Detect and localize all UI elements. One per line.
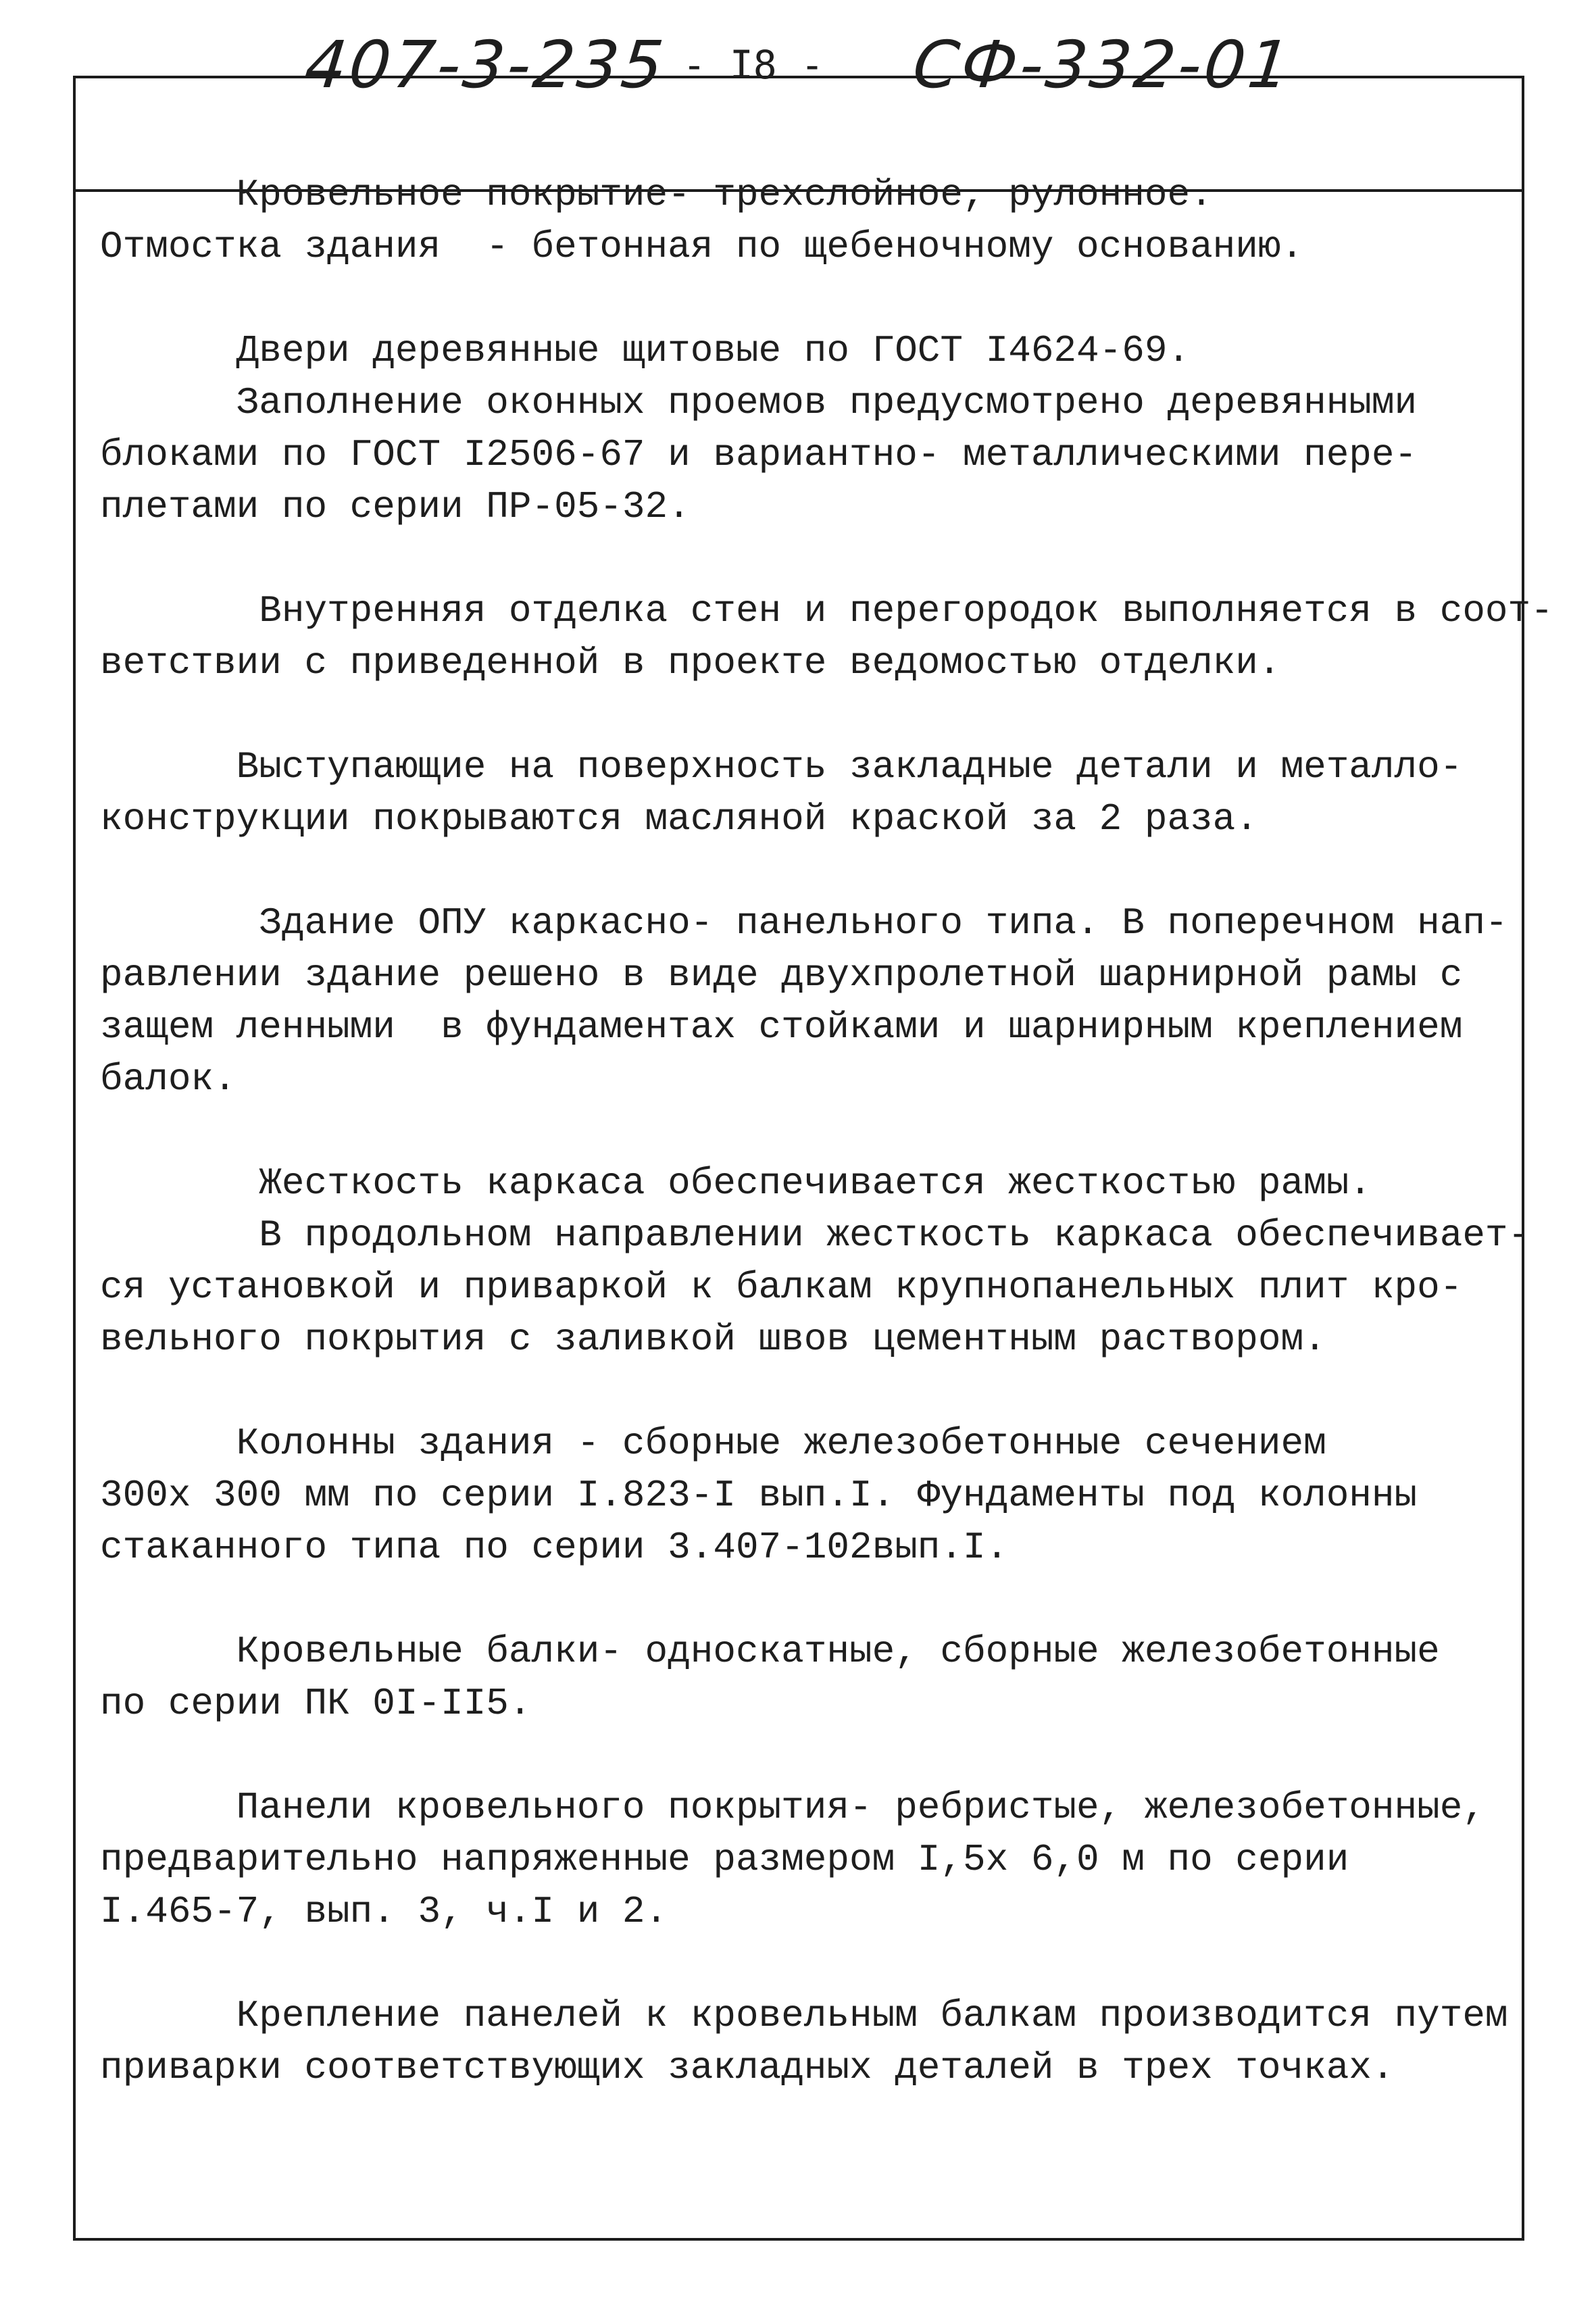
text-line: Кровельное покрытие- трехслойное, рулонное.	[100, 173, 1213, 216]
text-line: стаканного типа по серии 3.407-102вып.I.	[100, 1526, 1009, 1569]
text-line: блоками по ГОСТ I2506-67 и вариантно- металлическими пере-	[100, 433, 1418, 476]
document-code: 407-3-235	[301, 27, 670, 103]
text-line: Панели кровельного покрытия- ребристые, железобетонные,	[100, 1786, 1485, 1829]
paragraph-gap	[100, 533, 1445, 585]
text-line: Здание ОПУ каркасно- панельного типа. В поперечном нап-	[100, 901, 1508, 945]
text-line: по серии ПК 0I-II5.	[100, 1682, 532, 1725]
text-line: 300х 300 мм по серии I.823-I вып.I. Фундаменты под колонны	[100, 1474, 1418, 1517]
paragraph-gap	[100, 1366, 1445, 1418]
text-line: Кровельные балки- односкатные, сборные железобетонные	[100, 1630, 1440, 1673]
text-line: Внутренняя отделка стен и перегородок выполняется в соот-	[100, 589, 1553, 632]
text-line: защем ленными в фундаментах стойками и шарнирным креплением	[100, 1005, 1463, 1049]
text-line: Колонны здания - сборные железобетонные сечением	[100, 1422, 1326, 1465]
paragraph-gap	[100, 1730, 1445, 1782]
paragraph-gap	[100, 273, 1445, 325]
text-line: ся установкой и приваркой к балкам крупнопанельных плит кро-	[100, 1266, 1463, 1309]
text-line: Выступающие на поверхность закладные детали и металло-	[100, 745, 1463, 789]
text-line: В продольном направлении жесткость каркаса обеспечивает-	[100, 1214, 1531, 1257]
text-line: предварительно напряженные размером I,5х 6,0 м по серии	[100, 1838, 1349, 1881]
page-number: - I8 -	[682, 42, 824, 88]
sheet-code: СФ-332-01	[909, 27, 1297, 103]
text-line: приварки соответствующих закладных деталей в трех точках.	[100, 2046, 1395, 2089]
paragraph-gap	[100, 689, 1445, 741]
text-line: равлении здание решено в виде двухпролетной шарнирной рамы с	[100, 953, 1463, 997]
text-line: балок.	[100, 1057, 236, 1101]
paragraph-gap	[100, 845, 1445, 897]
paragraph-gap	[100, 1938, 1445, 1990]
text-line: Отмостка здания - бетонная по щебеночному основанию.	[100, 225, 1304, 268]
text-line: Крепление панелей к кровельным балкам производится путем	[100, 1994, 1508, 2037]
text-line: Заполнение оконных проемов предусмотрено деревянными	[100, 381, 1418, 424]
text-line: плетами по серии ПР-05-32.	[100, 485, 691, 528]
paragraph-gap	[100, 1105, 1445, 1158]
document-body	[100, 169, 1553, 2094]
text-line: ветствии с приведенной в проекте ведомостью отделки.	[100, 641, 1281, 684]
text-line: Двери деревянные щитовые по ГОСТ I4624-69.	[100, 329, 1191, 372]
paragraph-gap	[100, 1574, 1445, 1626]
text-line: конструкции покрываются масляной краской за 2 раза.	[100, 797, 1258, 841]
text-line: вельного покрытия с заливкой швов цементным раствором.	[100, 1318, 1326, 1361]
text-line: I.465-7, вып. 3, ч.I и 2.	[100, 1890, 668, 1933]
text-line: Жесткость каркаса обеспечивается жесткостью рамы.	[100, 1162, 1372, 1205]
